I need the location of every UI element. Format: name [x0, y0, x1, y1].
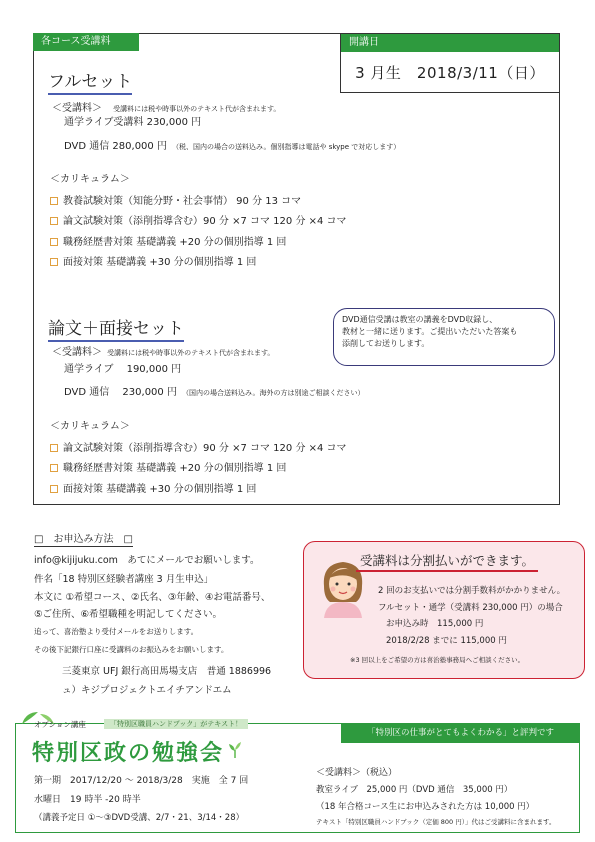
checkbox-icon: [50, 464, 58, 472]
option-fee-line: 教室ライブ 25,000 円（DVD 通信 35,000 円）: [316, 785, 513, 795]
essay-dvd-row: [64, 380, 364, 399]
option-subtitle: 「特別区職員ハンドブック」がテキスト！: [104, 719, 248, 729]
curriculum-item: 面接対策 基礎講義 +30 分の個別指導 1 回: [50, 480, 256, 495]
apply-note-line: その後下記銀行口座に受講料のお振込みをお願いします。: [34, 645, 229, 654]
installment-line: お申込み時 115,000 円: [386, 619, 484, 629]
option-praise: 「特別区の仕事がとてもよくわかる」と評判です: [341, 723, 580, 743]
apply-email-line: info@kijijuku.com あてにメールでお願いします。: [34, 555, 260, 566]
curriculum-item: 教養試験対策（知能分野・社会事情） 90 分 13 コマ: [50, 192, 301, 207]
essay-live-fee: 通学ライブ 190,000 円: [64, 364, 182, 375]
option-fee-line: （18 年合格コース生にお申込みされた方は 10,000 円）: [316, 802, 535, 812]
date-tab: 開講日: [341, 34, 559, 52]
essay-set-heading: 論文＋面接セット: [48, 314, 184, 342]
full-fee-note: 受講料には税や時事以外のテキスト代が含まれます。: [113, 105, 281, 113]
curriculum-item: 面接対策 基礎講義 +30 分の個別指導 1 回: [50, 253, 256, 268]
checkbox-icon: [50, 485, 58, 493]
dvd-note-bubble: [333, 308, 555, 366]
apply-title: □ お申込み方法 □: [34, 530, 133, 547]
apply-note-line: 追って、喜治塾より受付メールをお送りします。: [34, 627, 199, 636]
curriculum-item: 職務経歴書対策 基礎講義 +20 分の個別指導 1 回: [50, 233, 286, 248]
start-date-box: [340, 33, 560, 93]
option-tag: オプション講座: [34, 720, 86, 729]
courses-tab: 各コース受講料: [33, 33, 139, 51]
full-fee-label: ＜受講料＞: [52, 103, 102, 114]
installment-line: フルセット・通学（受講料 230,000 円）の場合: [378, 603, 563, 613]
option-time: 水曜日 19 時半 -20 時半: [34, 795, 141, 805]
bank-holder: ュ）キジプロジェクトエイチアンドエム: [62, 685, 232, 696]
option-fee-line: テキスト「特別区職員ハンドブック（定価 800 円）」代はご受講料に含まれます。: [316, 818, 556, 826]
installment-box: [303, 541, 585, 679]
essay-curriculum-label: ＜カリキュラム＞: [50, 421, 130, 432]
dvd-note-line: DVD通信受講は教室の講義をDVD収録し、: [342, 315, 498, 324]
bank-account: 三菱東京 UFJ 銀行高田馬場支店 普通 1886996: [62, 666, 272, 677]
curriculum-item: 論文試験対策（添削指導含む）90 分 ×7 コマ 120 分 ×4 コマ: [50, 212, 347, 227]
apply-body-line: ⑤ご住所、⑥希望職種を明記してください。: [34, 609, 223, 620]
option-dates: （講義予定日 ①～③DVD受講、2/7・21、3/14・28）: [34, 813, 245, 823]
essay-fee-note: 受講料には税や時事以外のテキスト代が含まれます。: [107, 349, 275, 357]
option-title: 特別区政の勉強会: [32, 741, 225, 766]
dvd-note-line: 添削してお送りします。: [342, 339, 430, 348]
apply-subject-line: 件名「18 特別区経験者講座 3 月生申込」: [34, 574, 214, 585]
checkbox-icon: [50, 217, 58, 225]
essay-dvd-fee: DVD 通信 230,000 円: [64, 387, 177, 398]
full-live-fee: 通学ライブ受講料 230,000 円: [64, 117, 202, 128]
installment-line: 2018/2/28 までに 115,000 円: [386, 636, 507, 646]
essay-fee-row: [52, 340, 274, 359]
apply-body-line: 本文に ①希望コース、②氏名、③年齢、④お電話番号、: [34, 592, 271, 603]
curriculum-item: 職務経歴書対策 基礎講義 +20 分の個別指導 1 回: [50, 459, 286, 474]
full-dvd-fee: DVD 通信 280,000 円: [64, 141, 167, 152]
checkbox-icon: [50, 258, 58, 266]
checkbox-icon: [50, 444, 58, 452]
installment-line: 2 回のお支払いでは分割手数料がかかりません。: [378, 586, 566, 596]
full-dvd-row: [64, 134, 400, 153]
essay-fee-label: ＜受講料＞: [52, 347, 102, 358]
installment-title: 受講料は分割払いができます。: [356, 550, 538, 572]
checkbox-icon: [50, 238, 58, 246]
option-schedule: 第一期 2017/12/20 ～ 2018/3/28 実施 全 7 回: [34, 776, 249, 786]
start-date: 3 月生 2018/3/11（日）: [355, 64, 545, 82]
option-fee-label: ＜受講料＞（税込）: [316, 768, 398, 778]
full-curriculum-label: ＜カリキュラム＞: [50, 174, 130, 185]
installment-footnote: ※3 回以上をご希望の方は喜治塾事務局へご相談ください。: [350, 656, 525, 664]
full-dvd-note: （税、国内の場合の送料込み。個別指導は電話や skype で対応します）: [172, 143, 401, 151]
essay-dvd-note: （国内の場合送料込み。海外の方は別途ご相談ください）: [182, 389, 365, 397]
curriculum-item: 論文試験対策（添削指導含む）90 分 ×7 コマ 120 分 ×4 コマ: [50, 439, 347, 454]
checkbox-icon: [50, 197, 58, 205]
dvd-note-line: 教材と一緒に送ります。ご提出いただいた答案も: [342, 327, 518, 336]
full-set-heading: フルセット: [48, 67, 132, 95]
sprout-icon: [228, 742, 242, 758]
